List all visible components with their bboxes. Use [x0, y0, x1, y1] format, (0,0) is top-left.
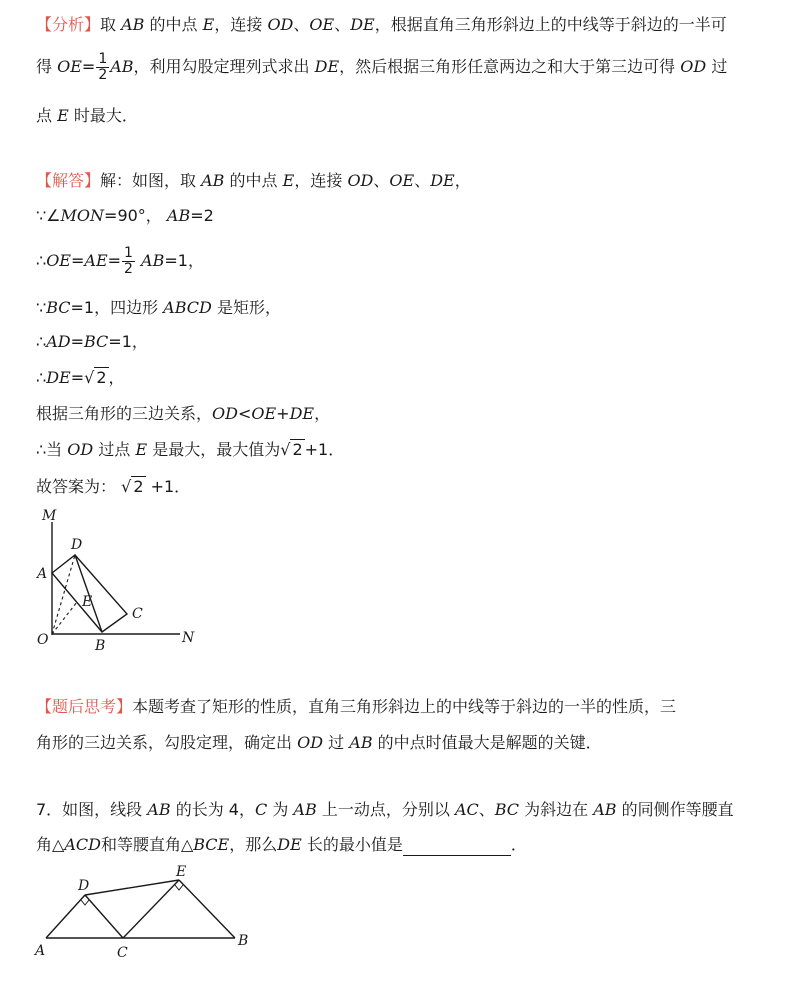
point-label-d: D — [71, 537, 83, 553]
sqrt-symbol: √ 2 — [280, 440, 303, 459]
solution-line-9: 故答案为： √ 2 +1． — [36, 477, 191, 496]
solution-line-6: ∴DE=√ 2 ， — [36, 368, 125, 387]
analysis-line-1: 【分析】取 AB 的中点 E，连接 OD、OE、DE，根据直角三角形斜边上的中线等于斜边的一半可 — [36, 15, 727, 34]
point-label-b: B — [95, 638, 106, 653]
solution-line-5: ∴AD=BC=1， — [36, 332, 148, 351]
solution-line-2: ∵∠MON=90°， AB=2 — [36, 206, 214, 225]
problem7-line-2: 角△ACD和等腰直角△BCE，那么DE 长的最小值是 ． — [36, 835, 527, 854]
analysis-line-2: 得 OE= $\frac{1}{2}$ AB，利用勾股定理列式求出 DE，然后根据三角形任意两边之和大于第三边可得 OD 过 — [36, 51, 728, 83]
fraction-one-half: $\frac{1}{2}$ — [124, 245, 133, 277]
problem7-line-1: 7．如图，线段 AB 的长为 4，C 为 AB 上一动点，分别以 AC、BC 为斜边在 AB 的同侧作等腰直 — [36, 800, 734, 819]
sqrt-symbol: √ 2 — [121, 477, 144, 496]
fraction-one-half: $\frac{1}{2}$ — [98, 51, 108, 83]
analysis-tag: 【分析】 — [36, 15, 101, 34]
point-label-m: M — [42, 508, 57, 524]
solution-line-3: ∴OE=AE= $\frac{1}{2}$ AB=1， — [36, 245, 204, 277]
answer-blank[interactable] — [403, 839, 511, 856]
analysis-line-3: 点 E 时最大． — [36, 106, 138, 125]
point-label-c: C — [132, 606, 143, 622]
point-label-e: E — [82, 594, 93, 610]
point-label-n: N — [182, 630, 195, 646]
point-label-a: A — [37, 566, 48, 582]
reflection-line-2: 角形的三边关系，勾股定理，确定出 OD 过 AB 的中点时值最大是解题的关键． — [36, 733, 602, 752]
solution-tag: 【解答】 — [36, 171, 101, 190]
solution-line-1: 【解答】解：如图，取 AB 的中点 E，连接 OD、OE、DE， — [36, 171, 471, 190]
point-label-e: E — [176, 865, 187, 880]
point-label-b: B — [238, 933, 249, 949]
figure-isosceles-triangles — [30, 865, 260, 965]
figure-rectangle-diagram — [30, 508, 200, 653]
reflection-tag: 【题后思考】 — [36, 697, 133, 716]
sqrt-symbol: √ 2 — [84, 368, 107, 387]
point-label-c: C — [117, 945, 128, 961]
point-label-a: A — [35, 943, 46, 959]
solution-line-4: ∵BC=1，四边形 ABCD 是矩形， — [36, 298, 281, 317]
solution-line-7: 根据三角形的三边关系，OD<OE+DE， — [36, 404, 331, 423]
point-label-d: D — [78, 878, 90, 894]
reflection-line-1: 【题后思考】本题考查了矩形的性质，直角三角形斜边上的中线等于斜边的一半的性质，三 — [36, 697, 677, 716]
point-label-o: O — [37, 632, 49, 648]
solution-line-8: ∴当 OD 过点 E 是最大，最大值为√ 2 +1． — [36, 440, 345, 459]
